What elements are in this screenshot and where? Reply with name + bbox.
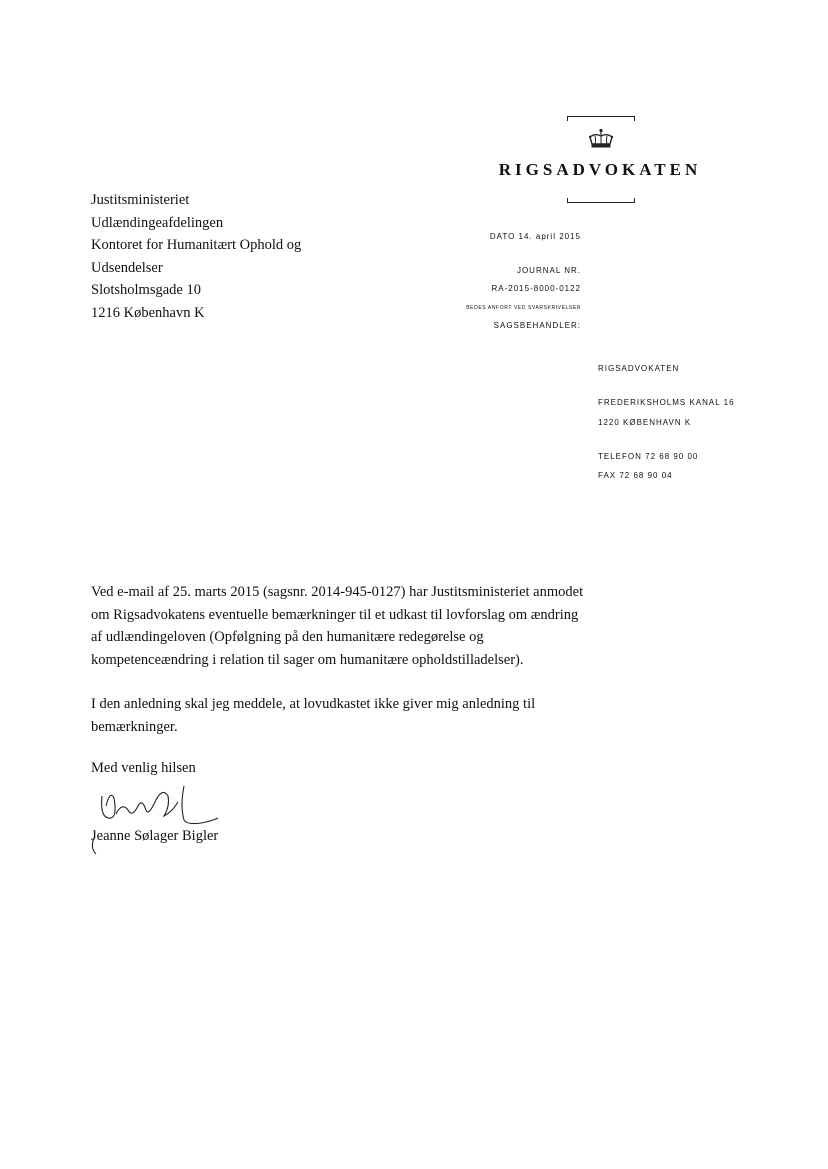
sender-phone: TELEFON 72 68 90 00 bbox=[598, 452, 699, 461]
recipient-address bbox=[91, 189, 301, 324]
recipient-line: Udlændingeafdelingen bbox=[91, 214, 224, 231]
sender-city: 1220 KØBENHAVN K bbox=[598, 418, 692, 427]
signer-name: Jeanne Sølager Bigler bbox=[91, 828, 219, 844]
rigsadvokaten-logo bbox=[480, 108, 720, 208]
date-label: DATO 14. april 2015 bbox=[489, 232, 581, 241]
recipient-line: 1216 København K bbox=[91, 304, 205, 321]
recipient-line: Slotsholmsgade 10 bbox=[91, 282, 201, 298]
sender-street: FREDERIKSHOLMS KANAL 16 bbox=[598, 398, 735, 407]
body-paragraph-1: Ved e-mail af 25. marts 2015 (sagsnr. 2014-945-0127) har Justitsministeriet anmodet om Rigsadvokatens eventuelle bemærkninger til et udkast til lovforslag om ændring af udlændingeloven (Opfølgning på den humanitære redegørelse og kompetenceændring i relation til sager om humanitære opholdstilladelser). bbox=[91, 584, 584, 668]
body-paragraph-2: I den anledning skal jeg meddele, at lovudkastet ikke giver mig anledning til bemærkninger. bbox=[91, 696, 536, 735]
logo-bottom-rule bbox=[567, 202, 635, 203]
recipient-line: Udsendelser bbox=[91, 259, 163, 276]
journal-number-label: JOURNAL NR. bbox=[516, 266, 581, 275]
sender-fax: FAX 72 68 90 04 bbox=[598, 471, 673, 480]
logo-name: RIGSADVOKATEN bbox=[498, 160, 702, 179]
sender-name: RIGSADVOKATEN bbox=[598, 364, 680, 373]
recipient-line: Kontoret for Humanitært Ophold og bbox=[91, 237, 302, 253]
logo-top-rule bbox=[567, 116, 635, 117]
recipient-line: Justitsministeriet bbox=[91, 192, 190, 208]
case-officer-label: SAGSBEHANDLER: bbox=[493, 321, 581, 330]
crown-icon bbox=[586, 128, 616, 152]
journal-note: BEDES ANFORT VED SVARSKRIVELSER bbox=[466, 305, 581, 311]
journal-number-value: RA-2015-8000-0122 bbox=[491, 284, 581, 293]
closing-greeting: Med venlig hilsen bbox=[91, 760, 196, 776]
